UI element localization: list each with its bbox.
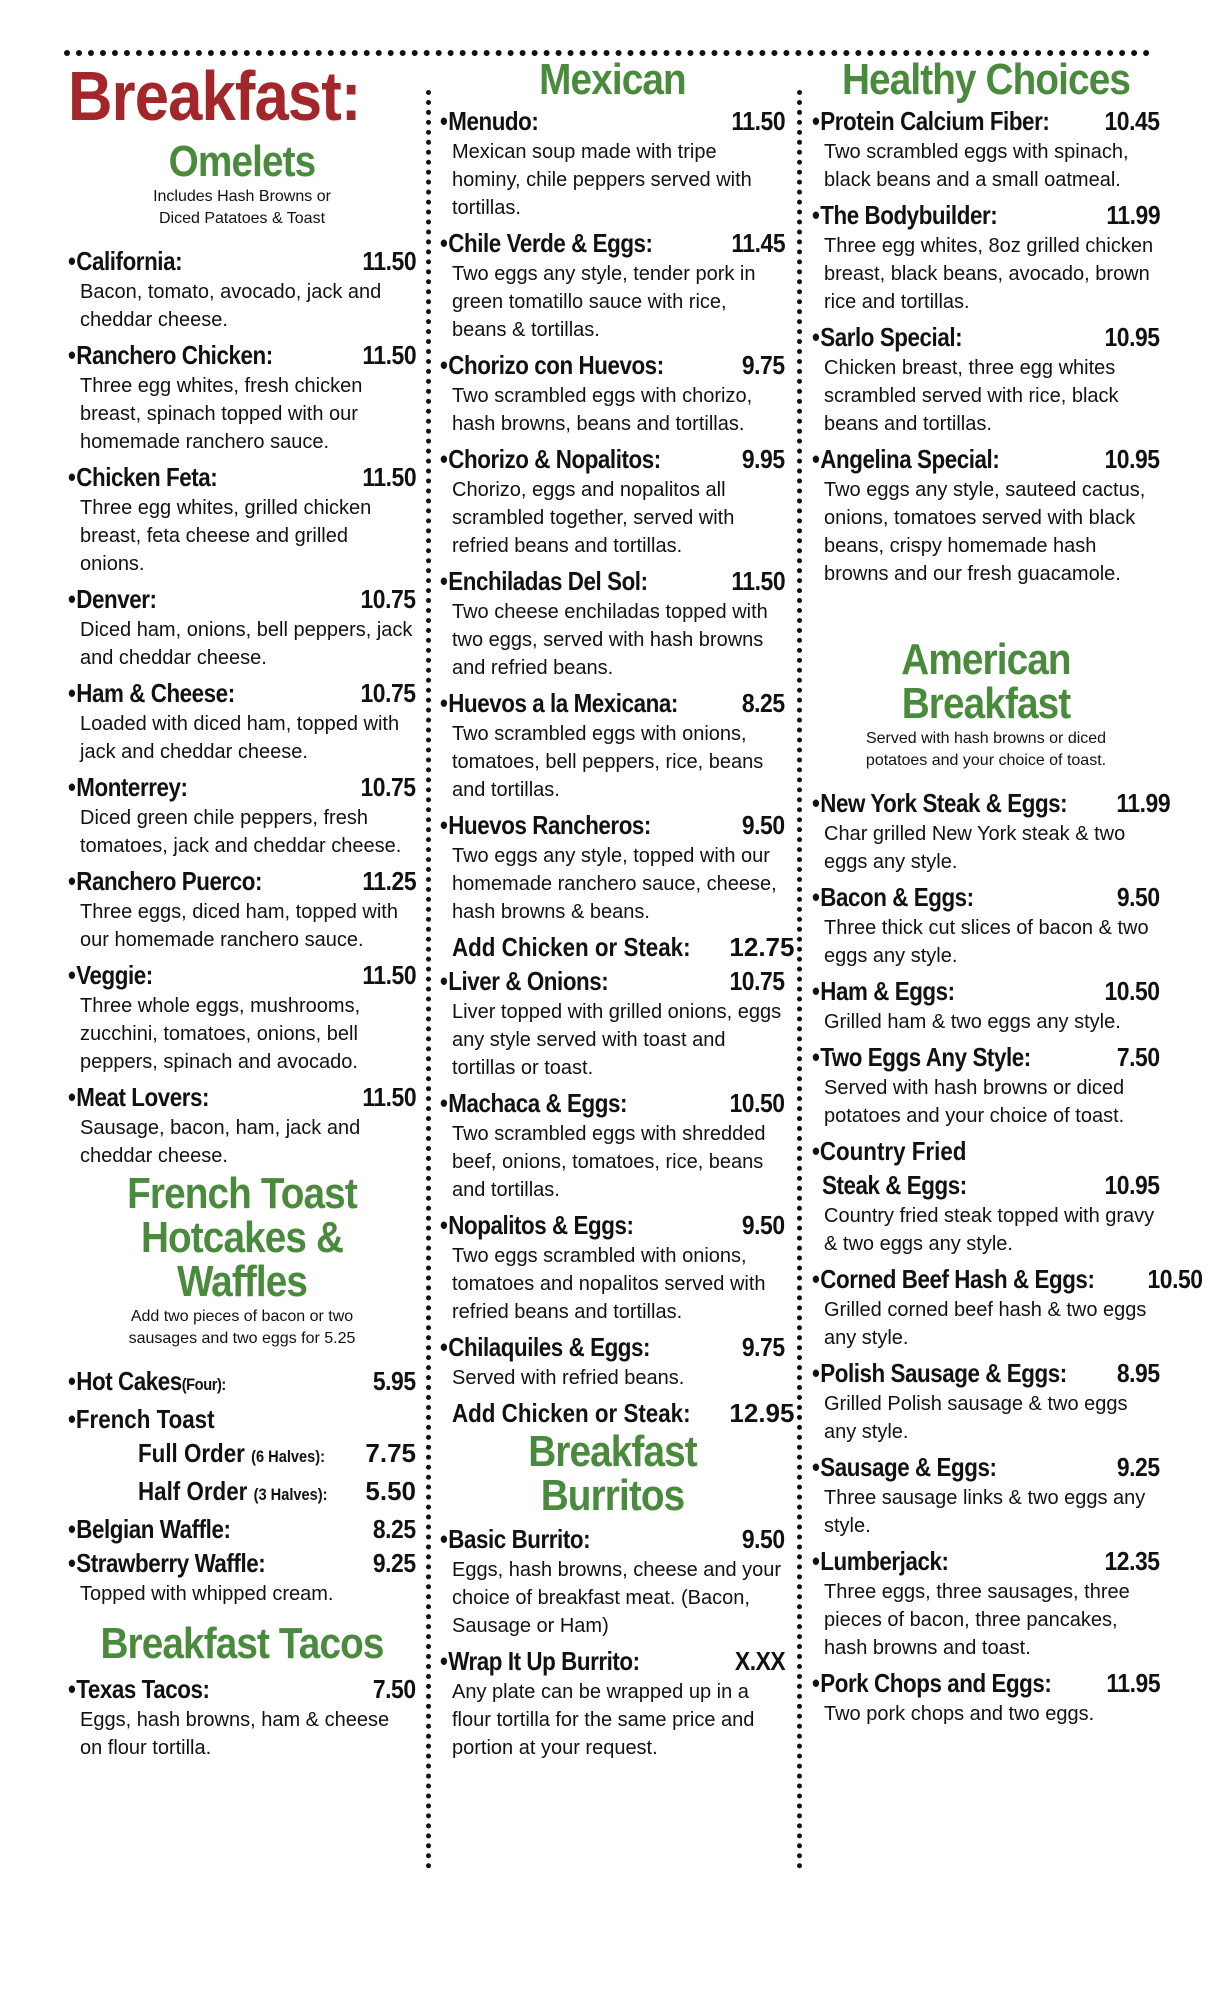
item-description: Liver topped with grilled onions, eggs any style served with toast and tortillas or toast. xyxy=(452,1001,782,1079)
item-name: Steak & Eggs: xyxy=(822,1170,967,1200)
addon-price: 12.95 xyxy=(729,1398,795,1428)
menu-item-header xyxy=(68,338,416,372)
menu-item-header xyxy=(440,348,785,382)
item-price: 9.25 xyxy=(1117,1452,1160,1482)
menu-item-header xyxy=(440,564,785,598)
item-description: Three eggs, three sausages, three pieces of bacon, three pancakes, hash browns and toast. xyxy=(824,1581,1130,1659)
menu-item xyxy=(812,198,1160,316)
item-description: Two cheese enchiladas topped with two eggs, served with hash browns and refried beans. xyxy=(452,601,768,679)
menu-item xyxy=(68,770,416,860)
item-name: • Chorizo & Nopalitos: xyxy=(440,442,661,476)
item-description: Two pork chops and two eggs. xyxy=(824,1703,1095,1725)
omelets-section xyxy=(68,137,416,1170)
menu-item-hotcakes xyxy=(68,1364,416,1402)
menu-item xyxy=(812,320,1160,438)
item-price: 10.50 xyxy=(1147,1264,1204,1294)
menu-item-header xyxy=(440,226,785,260)
menu-item xyxy=(812,786,1170,876)
item-price: 11.50 xyxy=(362,960,416,990)
item-name: • Wrap It Up Burrito: xyxy=(440,1644,640,1678)
item-price: 5.95 xyxy=(373,1366,416,1396)
item-name: • Angelina Special: xyxy=(812,442,999,476)
item-price: 9.75 xyxy=(742,1332,785,1362)
section-note xyxy=(68,186,416,230)
item-description: Three thick cut slices of bacon & two eggs any style. xyxy=(824,917,1149,967)
page-title: Breakfast: xyxy=(68,57,361,135)
menu-item-header xyxy=(812,1666,1160,1700)
menu-item xyxy=(440,1086,785,1204)
menu-item xyxy=(812,1544,1160,1662)
item-description: Two eggs any style, sauteed cactus, onions, tomatoes served with black beans, crispy homemade hash browns and our fresh guacamole. xyxy=(824,479,1146,585)
menu-item-country-fried xyxy=(812,1134,1160,1168)
item-description: Three egg whites, 8oz grilled chicken breast, black beans, avocado, brown rice and tortillas. xyxy=(824,235,1154,313)
menu-item-header xyxy=(812,1544,1160,1578)
item-name: • Strawberry Waffle: xyxy=(68,1546,265,1580)
menu-item xyxy=(812,442,1160,588)
addon-label: Add Chicken or Steak: xyxy=(452,932,691,962)
menu-item xyxy=(440,564,785,682)
menu-item xyxy=(812,1450,1160,1540)
item-price: 7.50 xyxy=(1117,1042,1160,1072)
item-name: • Sausage & Eggs: xyxy=(812,1450,996,1484)
item-price: 9.50 xyxy=(1117,882,1160,912)
item-description: Bacon, tomato, avocado, jack and cheddar cheese. xyxy=(80,281,382,331)
item-price: 10.75 xyxy=(360,678,416,708)
column-divider xyxy=(426,90,431,1870)
menu-item xyxy=(440,442,785,560)
item-price: 11.25 xyxy=(362,866,416,896)
menu-item-header xyxy=(440,686,785,720)
burritos-section xyxy=(440,1427,785,1762)
item-name: • Ham & Cheese: xyxy=(68,676,235,710)
item-name: • Pork Chops and Eggs: xyxy=(812,1666,1051,1700)
menu-item xyxy=(440,686,785,804)
menu-item xyxy=(440,104,785,222)
mexican-section xyxy=(440,55,795,1430)
menu-item-header xyxy=(812,786,1170,820)
item-description: Two eggs scrambled with onions, tomatoes and nopalitos served with refried beans and tortillas. xyxy=(452,1245,766,1323)
item-name: Half Order xyxy=(138,1476,248,1506)
title-line: Breakfast xyxy=(901,679,1071,728)
menu-item-header xyxy=(440,104,785,138)
healthy-section xyxy=(812,55,1160,588)
menu-item-header xyxy=(68,770,416,804)
item-description: Sausage, bacon, ham, jack and cheddar cheese. xyxy=(80,1117,361,1167)
item-name: • Chorizo con Huevos: xyxy=(440,348,664,382)
menu-item-header xyxy=(440,442,785,476)
note-line: sausages and two eggs for 5.25 xyxy=(128,1330,356,1347)
item-description: Diced green chile peppers, fresh tomatoes, jack and cheddar cheese. xyxy=(80,807,402,857)
menu-item-header xyxy=(68,864,416,898)
menu-item xyxy=(440,348,785,438)
item-description: Grilled ham & two eggs any style. xyxy=(824,1011,1121,1033)
item-price: 11.50 xyxy=(731,566,785,596)
section-title xyxy=(461,1427,765,1520)
column-right xyxy=(812,55,1204,1732)
note-line: potatoes and your choice of toast. xyxy=(865,752,1107,769)
menu-item-country-fried-line2 xyxy=(812,1168,1160,1202)
french-toast-section xyxy=(68,1169,416,1608)
column-middle xyxy=(440,55,795,1766)
item-description: Country fried steak topped with gravy & two eggs any style. xyxy=(824,1205,1155,1255)
item-description: Eggs, hash browns, ham & cheese on flour tortilla. xyxy=(80,1709,390,1759)
item-description: Topped with whipped cream. xyxy=(80,1583,334,1605)
item-price: 11.45 xyxy=(731,228,785,258)
menu-item xyxy=(68,244,416,334)
title-line: American xyxy=(901,635,1071,684)
item-sub: (3 Halves): xyxy=(253,1485,328,1504)
menu-subitem-half-order xyxy=(68,1474,416,1512)
item-name: • Bacon & Eggs: xyxy=(812,880,974,914)
menu-item-header xyxy=(812,1356,1160,1390)
addon-label: Add Chicken or Steak: xyxy=(452,1398,691,1428)
item-name: • Corned Beef Hash & Eggs: xyxy=(812,1262,1094,1296)
item-description: Three sausage links & two eggs any style. xyxy=(824,1487,1146,1537)
item-description: Two scrambled eggs with shredded beef, onions, tomatoes, rice, beans and tortillas. xyxy=(452,1123,766,1201)
item-price: 9.50 xyxy=(742,1524,785,1554)
item-price: 11.50 xyxy=(362,246,416,276)
add-chicken-steak-option xyxy=(440,930,795,964)
item-description: Chorizo, eggs and nopalitos all scrambled together, served with refried beans and tortillas. xyxy=(452,479,735,557)
item-description: Loaded with diced ham, topped with jack and cheddar cheese. xyxy=(80,713,400,763)
item-price: 10.50 xyxy=(729,1088,785,1118)
item-name: • French Toast xyxy=(68,1402,215,1436)
item-name: • Chile Verde & Eggs: xyxy=(440,226,653,260)
item-description: Three egg whites, fresh chicken breast, spinach topped with our homemade ranchero sauce. xyxy=(80,375,363,453)
item-price: 10.75 xyxy=(360,584,416,614)
menu-item-header xyxy=(68,582,416,616)
item-price: 9.25 xyxy=(373,1548,416,1578)
item-price: 12.35 xyxy=(1104,1546,1160,1576)
title-line: French Toast xyxy=(127,1169,357,1218)
menu-item-header xyxy=(812,1450,1160,1484)
menu-item xyxy=(68,1080,416,1170)
item-name: • Menudo: xyxy=(440,104,538,138)
menu-item xyxy=(68,582,416,672)
item-price: 9.75 xyxy=(742,350,785,380)
item-price: 9.50 xyxy=(742,810,785,840)
section-title: Omelets xyxy=(168,137,316,186)
title-line: Burritos xyxy=(540,1471,685,1520)
item-description: Mexican soup made with tripe hominy, chile peppers served with tortillas. xyxy=(452,141,752,219)
item-price: 10.95 xyxy=(1104,444,1160,474)
item-name: • Huevos a la Mexicana: xyxy=(440,686,678,720)
menu-list xyxy=(812,1262,1204,1728)
item-name: • Sarlo Special: xyxy=(812,320,962,354)
section-title: Mexican xyxy=(539,55,686,104)
item-name: • Lumberjack: xyxy=(812,1544,948,1578)
item-name: • Ranchero Chicken: xyxy=(68,338,273,372)
item-description: Diced ham, onions, bell peppers, jack and cheddar cheese. xyxy=(80,619,413,669)
menu-item-header xyxy=(440,808,785,842)
item-name: Hot Cakes xyxy=(76,1366,182,1396)
item-price: 11.50 xyxy=(362,462,416,492)
item-name: • Protein Calcium Fiber: xyxy=(812,104,1049,138)
item-price: 10.45 xyxy=(1104,106,1160,136)
item-name: • New York Steak & Eggs: xyxy=(812,786,1067,820)
item-price: X.XX xyxy=(734,1646,785,1676)
item-name: • Chilaquiles & Eggs: xyxy=(440,1330,650,1364)
menu-item-header xyxy=(440,1330,785,1364)
item-name: • The Bodybuilder: xyxy=(812,198,997,232)
section-note xyxy=(68,1306,416,1350)
item-price: 9.95 xyxy=(742,444,785,474)
item-name: • Country Fried xyxy=(812,1134,966,1168)
item-name: • Monterrey: xyxy=(68,770,188,804)
menu-item xyxy=(68,460,416,578)
menu-item xyxy=(440,226,785,344)
item-description: Two scrambled eggs with spinach, black beans and a small oatmeal. xyxy=(824,141,1129,191)
item-description: Any plate can be wrapped up in a flour tortilla for the same price and portion at your request. xyxy=(452,1681,755,1759)
item-name: • Meat Lovers: xyxy=(68,1080,209,1114)
note-line: Diced Patatoes & Toast xyxy=(158,210,326,227)
item-description: Three whole eggs, mushrooms, zucchini, tomatoes, onions, bell peppers, spinach and avocado. xyxy=(80,995,361,1073)
menu-item-header xyxy=(440,1644,785,1678)
item-name: • Ranchero Puerco: xyxy=(68,864,262,898)
item-price: 8.25 xyxy=(742,688,785,718)
item-price: 11.50 xyxy=(362,1082,416,1112)
menu-list xyxy=(440,1522,785,1762)
item-name: • Basic Burrito: xyxy=(440,1522,590,1556)
item-price: 11.99 xyxy=(1116,788,1170,818)
menu-list xyxy=(440,104,785,926)
item-price: 8.25 xyxy=(373,1514,416,1544)
menu-item xyxy=(440,1208,785,1326)
section-note xyxy=(812,728,1160,772)
menu-item-french-toast xyxy=(68,1402,416,1436)
item-name: • Denver: xyxy=(68,582,157,616)
menu-item xyxy=(440,964,785,1082)
item-name: Full Order xyxy=(138,1438,245,1468)
menu-list xyxy=(68,244,416,1170)
item-sub: (Four): xyxy=(181,1375,226,1394)
item-description: Three egg whites, grilled chicken breast, feta cheese and grilled onions. xyxy=(80,497,372,575)
title-line: Breakfast xyxy=(528,1427,697,1476)
menu-item-header xyxy=(440,1522,785,1556)
item-name: • Nopalitos & Eggs: xyxy=(440,1208,634,1242)
item-description: Char grilled New York steak & two eggs any style. xyxy=(824,823,1126,873)
item-name: • Two Eggs Any Style: xyxy=(812,1040,1031,1074)
menu-item-header xyxy=(68,958,416,992)
menu-item xyxy=(68,864,416,954)
item-price: 10.95 xyxy=(1104,322,1160,352)
item-price: 11.50 xyxy=(362,340,416,370)
item-name: • Huevos Rancheros: xyxy=(440,808,651,842)
menu-list xyxy=(812,786,1170,1130)
tacos-section xyxy=(68,1619,416,1762)
item-price: 11.50 xyxy=(731,106,785,136)
section-title: Breakfast Tacos xyxy=(100,1619,384,1668)
item-description: Served with refried beans. xyxy=(452,1367,685,1389)
item-sub: (6 Halves): xyxy=(251,1447,326,1466)
menu-list xyxy=(440,964,785,1392)
menu-item-header xyxy=(440,1208,785,1242)
menu-item-header xyxy=(812,880,1160,914)
menu-item xyxy=(812,1666,1160,1728)
section-title xyxy=(833,635,1139,728)
item-price: 11.99 xyxy=(1106,200,1160,230)
add-chicken-steak-option xyxy=(440,1396,795,1430)
note-line: Served with hash browns or diced xyxy=(865,730,1107,747)
item-price: 10.75 xyxy=(360,772,416,802)
section-title xyxy=(89,1169,395,1306)
menu-item xyxy=(68,676,416,766)
item-price: 10.75 xyxy=(729,966,785,996)
item-price: 11.95 xyxy=(1106,1668,1160,1698)
item-name: • Belgian Waffle: xyxy=(68,1512,230,1546)
item-name: • Ham & Eggs: xyxy=(812,974,955,1008)
item-description: Served with hash browns or diced potatoes and your choice of toast. xyxy=(824,1077,1125,1127)
item-description: Two eggs any style, tender pork in green tomatillo sauce with rice, beans & tortillas. xyxy=(452,263,756,341)
item-name: • Chicken Feta: xyxy=(68,460,217,494)
item-name: • Machaca & Eggs: xyxy=(440,1086,627,1120)
menu-item-strawberry-waffle xyxy=(68,1546,416,1580)
section-title: Healthy Choices xyxy=(841,55,1131,104)
menu-item-header xyxy=(68,460,416,494)
item-name: • Texas Tacos: xyxy=(68,1672,209,1706)
menu-item xyxy=(440,1522,785,1640)
item-description: Chicken breast, three egg whites scrambled served with rice, black beans and tortillas. xyxy=(824,357,1119,435)
item-description: Grilled Polish sausage & two eggs any style. xyxy=(824,1393,1128,1443)
item-price: 7.50 xyxy=(373,1674,416,1704)
item-price: 9.50 xyxy=(742,1210,785,1240)
item-price: 10.50 xyxy=(1104,976,1160,1006)
menu-item xyxy=(812,1356,1160,1446)
menu-item xyxy=(68,958,416,1076)
item-description: Eggs, hash browns, cheese and your choice of breakfast meat. (Bacon, Sausage or Ham) xyxy=(452,1559,782,1637)
column-left xyxy=(68,58,416,1766)
menu-item-header xyxy=(440,964,785,998)
item-name: • Polish Sausage & Eggs: xyxy=(812,1356,1067,1390)
item-price: 10.95 xyxy=(1104,1170,1160,1200)
item-price: 8.95 xyxy=(1117,1358,1160,1388)
menu-item-header xyxy=(68,676,416,710)
addon-price: 12.75 xyxy=(729,932,795,962)
menu-item-header xyxy=(812,320,1160,354)
menu-item xyxy=(812,880,1160,970)
menu-item xyxy=(440,1644,785,1762)
menu-item xyxy=(68,338,416,456)
item-name: • Enchiladas Del Sol: xyxy=(440,564,648,598)
menu-item-header xyxy=(812,104,1160,138)
menu-item-header xyxy=(68,1080,416,1114)
item-name: • Liver & Onions: xyxy=(440,964,608,998)
menu-item-header xyxy=(68,244,416,278)
item-description: Two scrambled eggs with chorizo, hash browns, beans and tortillas. xyxy=(452,385,753,435)
title-line: Hotcakes & xyxy=(140,1213,344,1262)
menu-item-header xyxy=(812,1040,1160,1074)
menu-item xyxy=(812,1040,1160,1130)
menu-item-header xyxy=(812,1262,1204,1296)
menu-item-header xyxy=(812,442,1160,476)
column-divider xyxy=(797,90,802,1870)
menu-item-header xyxy=(440,1086,785,1120)
menu-item-header xyxy=(812,198,1160,232)
item-description: Three eggs, diced ham, topped with our homemade ranchero sauce. xyxy=(80,901,398,951)
item-price: 5.50 xyxy=(365,1476,416,1506)
menu-list xyxy=(812,104,1160,588)
item-name: • California: xyxy=(68,244,182,278)
american-section xyxy=(812,635,1204,1728)
menu-item-belgian-waffle xyxy=(68,1512,416,1546)
menu-item xyxy=(812,974,1160,1036)
title-line: Waffles xyxy=(176,1257,308,1306)
item-description: Two scrambled eggs with onions, tomatoes, bell peppers, rice, beans and tortillas. xyxy=(452,723,764,801)
item-name: • Veggie: xyxy=(68,958,153,992)
menu-item xyxy=(812,104,1160,194)
item-description: Two eggs any style, topped with our homemade ranchero sauce, cheese, hash browns & beans. xyxy=(452,845,777,923)
note-line: Includes Hash Browns or xyxy=(153,188,331,205)
menu-item-texas-tacos xyxy=(68,1672,416,1706)
menu-item xyxy=(440,1330,785,1392)
menu-item xyxy=(812,1262,1204,1352)
item-price: 7.75 xyxy=(365,1438,416,1468)
item-description: Grilled corned beef hash & two eggs any style. xyxy=(824,1299,1147,1349)
note-line: Add two pieces of bacon or two xyxy=(130,1308,354,1325)
menu-subitem-full-order xyxy=(68,1436,416,1474)
menu-item xyxy=(440,808,785,926)
menu-item-header xyxy=(812,974,1160,1008)
